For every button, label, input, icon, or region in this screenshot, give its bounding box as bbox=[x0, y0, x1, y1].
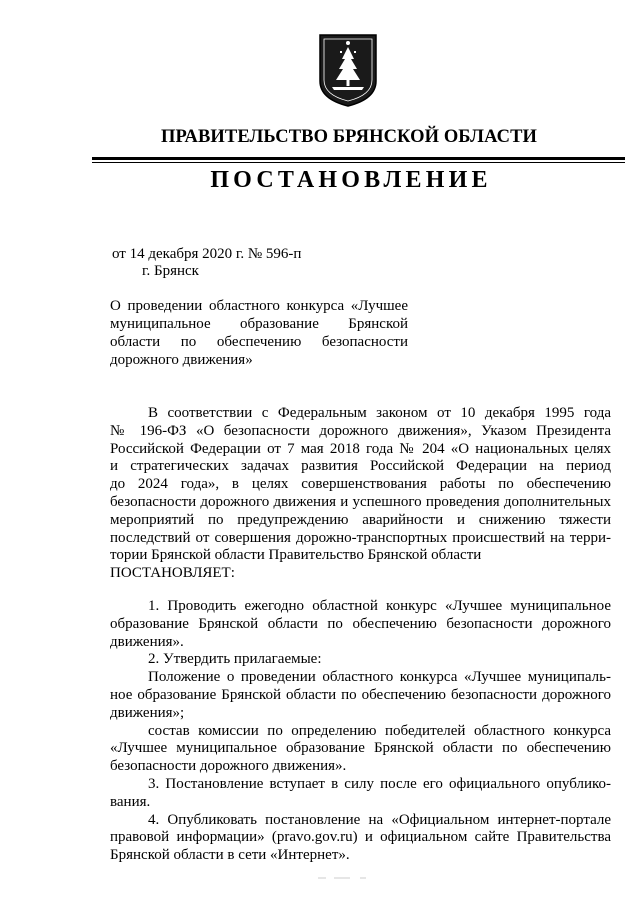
body-line: безопасности дорожного движения». bbox=[110, 758, 347, 775]
body-line: безопасности дорожного движения и успешного проведения дополнительных bbox=[110, 493, 611, 510]
body-line: 3. Постановление вступает в силу после его официального опублико- bbox=[148, 775, 611, 792]
body-line: ное образование Брянской области по обеспечению безопасности дорожного bbox=[110, 686, 611, 703]
body-line: и стратегических задачах развития Российской Федерации на период bbox=[110, 458, 611, 475]
body-line: вания. bbox=[110, 793, 151, 810]
subject-line: муниципальное образование Брянской bbox=[110, 316, 408, 332]
body-line: 2. Утвердить прилагаемые: bbox=[148, 651, 322, 668]
body-line: Положение о проведении областного конкурса «Лучшее муниципаль- bbox=[148, 669, 611, 686]
body-line: В соответствии с Федеральным законом от 10 декабря 1995 года bbox=[148, 405, 611, 421]
resolves-word: ПОСТАНОВЛЯЕТ: bbox=[110, 565, 235, 582]
body-line: образование Брянской области по обеспечению безопасности дорожного bbox=[110, 615, 611, 632]
body-line: мероприятий по предупреждению аварийности и снижению тяжести bbox=[110, 511, 611, 528]
government-name: ПРАВИТЕЛЬСТВО БРЯНСКОЙ ОБЛАСТИ bbox=[160, 127, 537, 147]
body-line: правовой информации» (pravo.gov.ru) и официальном сайте Правительства bbox=[110, 829, 611, 846]
document-city: г. Брянск bbox=[142, 263, 199, 279]
body-line: 4. Опубликовать постановление на «Официальном интернет-портале bbox=[148, 811, 611, 828]
body-line: состав комиссии по определению победителей областного конкурса bbox=[148, 722, 611, 739]
body-line: до 2024 года», в целях совершенствования работы по обеспечению bbox=[110, 476, 611, 493]
body-line: тории Брянской области Правительство Брянской области bbox=[110, 547, 482, 564]
subject-line: дорожного движения» bbox=[110, 352, 253, 368]
document-type: ПОСТАНОВЛЕНИЕ bbox=[210, 167, 492, 193]
body-line: Брянской области в сети «Интернет». bbox=[110, 847, 350, 864]
body-line: движения». bbox=[110, 633, 184, 650]
body-line: Российской Федерации от 7 мая 2018 года № 204 «О национальных целях bbox=[110, 440, 611, 457]
body-line: № 196-ФЗ «О безопасности дорожного движения», Указом Президента bbox=[110, 422, 611, 439]
body-line: «Лучшее муниципальное образование Брянской области по обеспечению bbox=[110, 740, 611, 757]
body-line: движения»; bbox=[110, 704, 185, 721]
subject-line: области по обеспечению безопасности bbox=[110, 334, 408, 350]
body-line: последствий от совершения дорожно-транспортных происшествий на терри- bbox=[110, 529, 611, 546]
subject-line: О проведении областного конкурса «Лучшее bbox=[110, 298, 408, 314]
document-date-number: от 14 декабря 2020 г. № 596-п bbox=[112, 246, 302, 262]
body-line: 1. Проводить ежегодно областной конкурс «Лучшее муниципальное bbox=[148, 597, 611, 614]
